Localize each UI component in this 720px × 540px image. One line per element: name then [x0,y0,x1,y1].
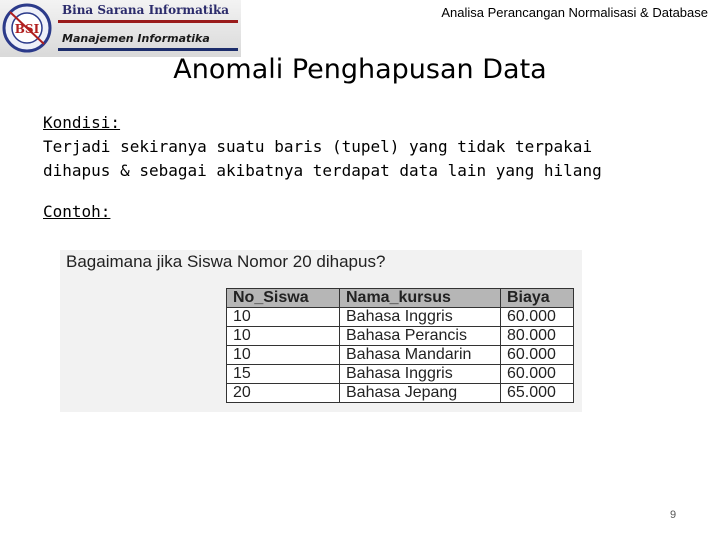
course-title: Analisa Perancangan Normalisasi & Database [441,5,708,20]
cell-no-siswa: 10 [227,327,340,346]
seal-letters: BSI [14,22,40,36]
cell-biaya: 60.000 [501,308,574,327]
bsi-seal-icon [2,2,52,54]
cell-nama-kursus: Bahasa Inggris [340,365,501,384]
cell-no-siswa: 20 [227,384,340,403]
contoh-label: Contoh: [43,202,111,221]
cell-no-siswa: 15 [227,365,340,384]
column-header-no-siswa: No_Siswa [227,289,340,308]
page-number: 9 [670,509,677,521]
cell-biaya: 60.000 [501,365,574,384]
example-question: Bagaimana jika Siswa Nomor 20 dihapus? [66,252,386,271]
cell-nama-kursus: Bahasa Mandarin [340,346,501,365]
cell-nama-kursus: Bahasa Perancis [340,327,501,346]
cell-nama-kursus: Bahasa Inggris [340,308,501,327]
example-image [60,250,582,412]
table-row [227,327,574,346]
brand-divider [58,20,238,23]
cell-biaya: 60.000 [501,346,574,365]
kursus-table [226,288,574,403]
kondisi-block [43,111,713,183]
cell-nama-kursus: Bahasa Jepang [340,384,501,403]
table-row [227,346,574,365]
table-row [227,365,574,384]
cell-no-siswa: 10 [227,346,340,365]
cell-biaya: 65.000 [501,384,574,403]
kondisi-label: Kondisi: [43,113,121,132]
column-header-biaya: Biaya [501,289,574,308]
program-name: Manajemen Informatika [62,32,210,45]
table-header-row [227,289,574,308]
kondisi-text-line2: dihapus & sebagai akibatnya terdapat data lain yang hilang [43,161,602,180]
slide-title: Anomali Penghapusan Data [173,54,547,85]
cell-biaya: 80.000 [501,327,574,346]
institution-logo-banner [0,0,241,57]
table-row [227,384,574,403]
program-divider [58,48,238,51]
kondisi-text-line1: Terjadi sekiranya suatu baris (tupel) yang tidak terpakai [43,137,593,156]
column-header-nama-kursus: Nama_kursus [340,289,501,308]
table-row [227,308,574,327]
cell-no-siswa: 10 [227,308,340,327]
brand-name: Bina Sarana Informatika [62,3,230,17]
